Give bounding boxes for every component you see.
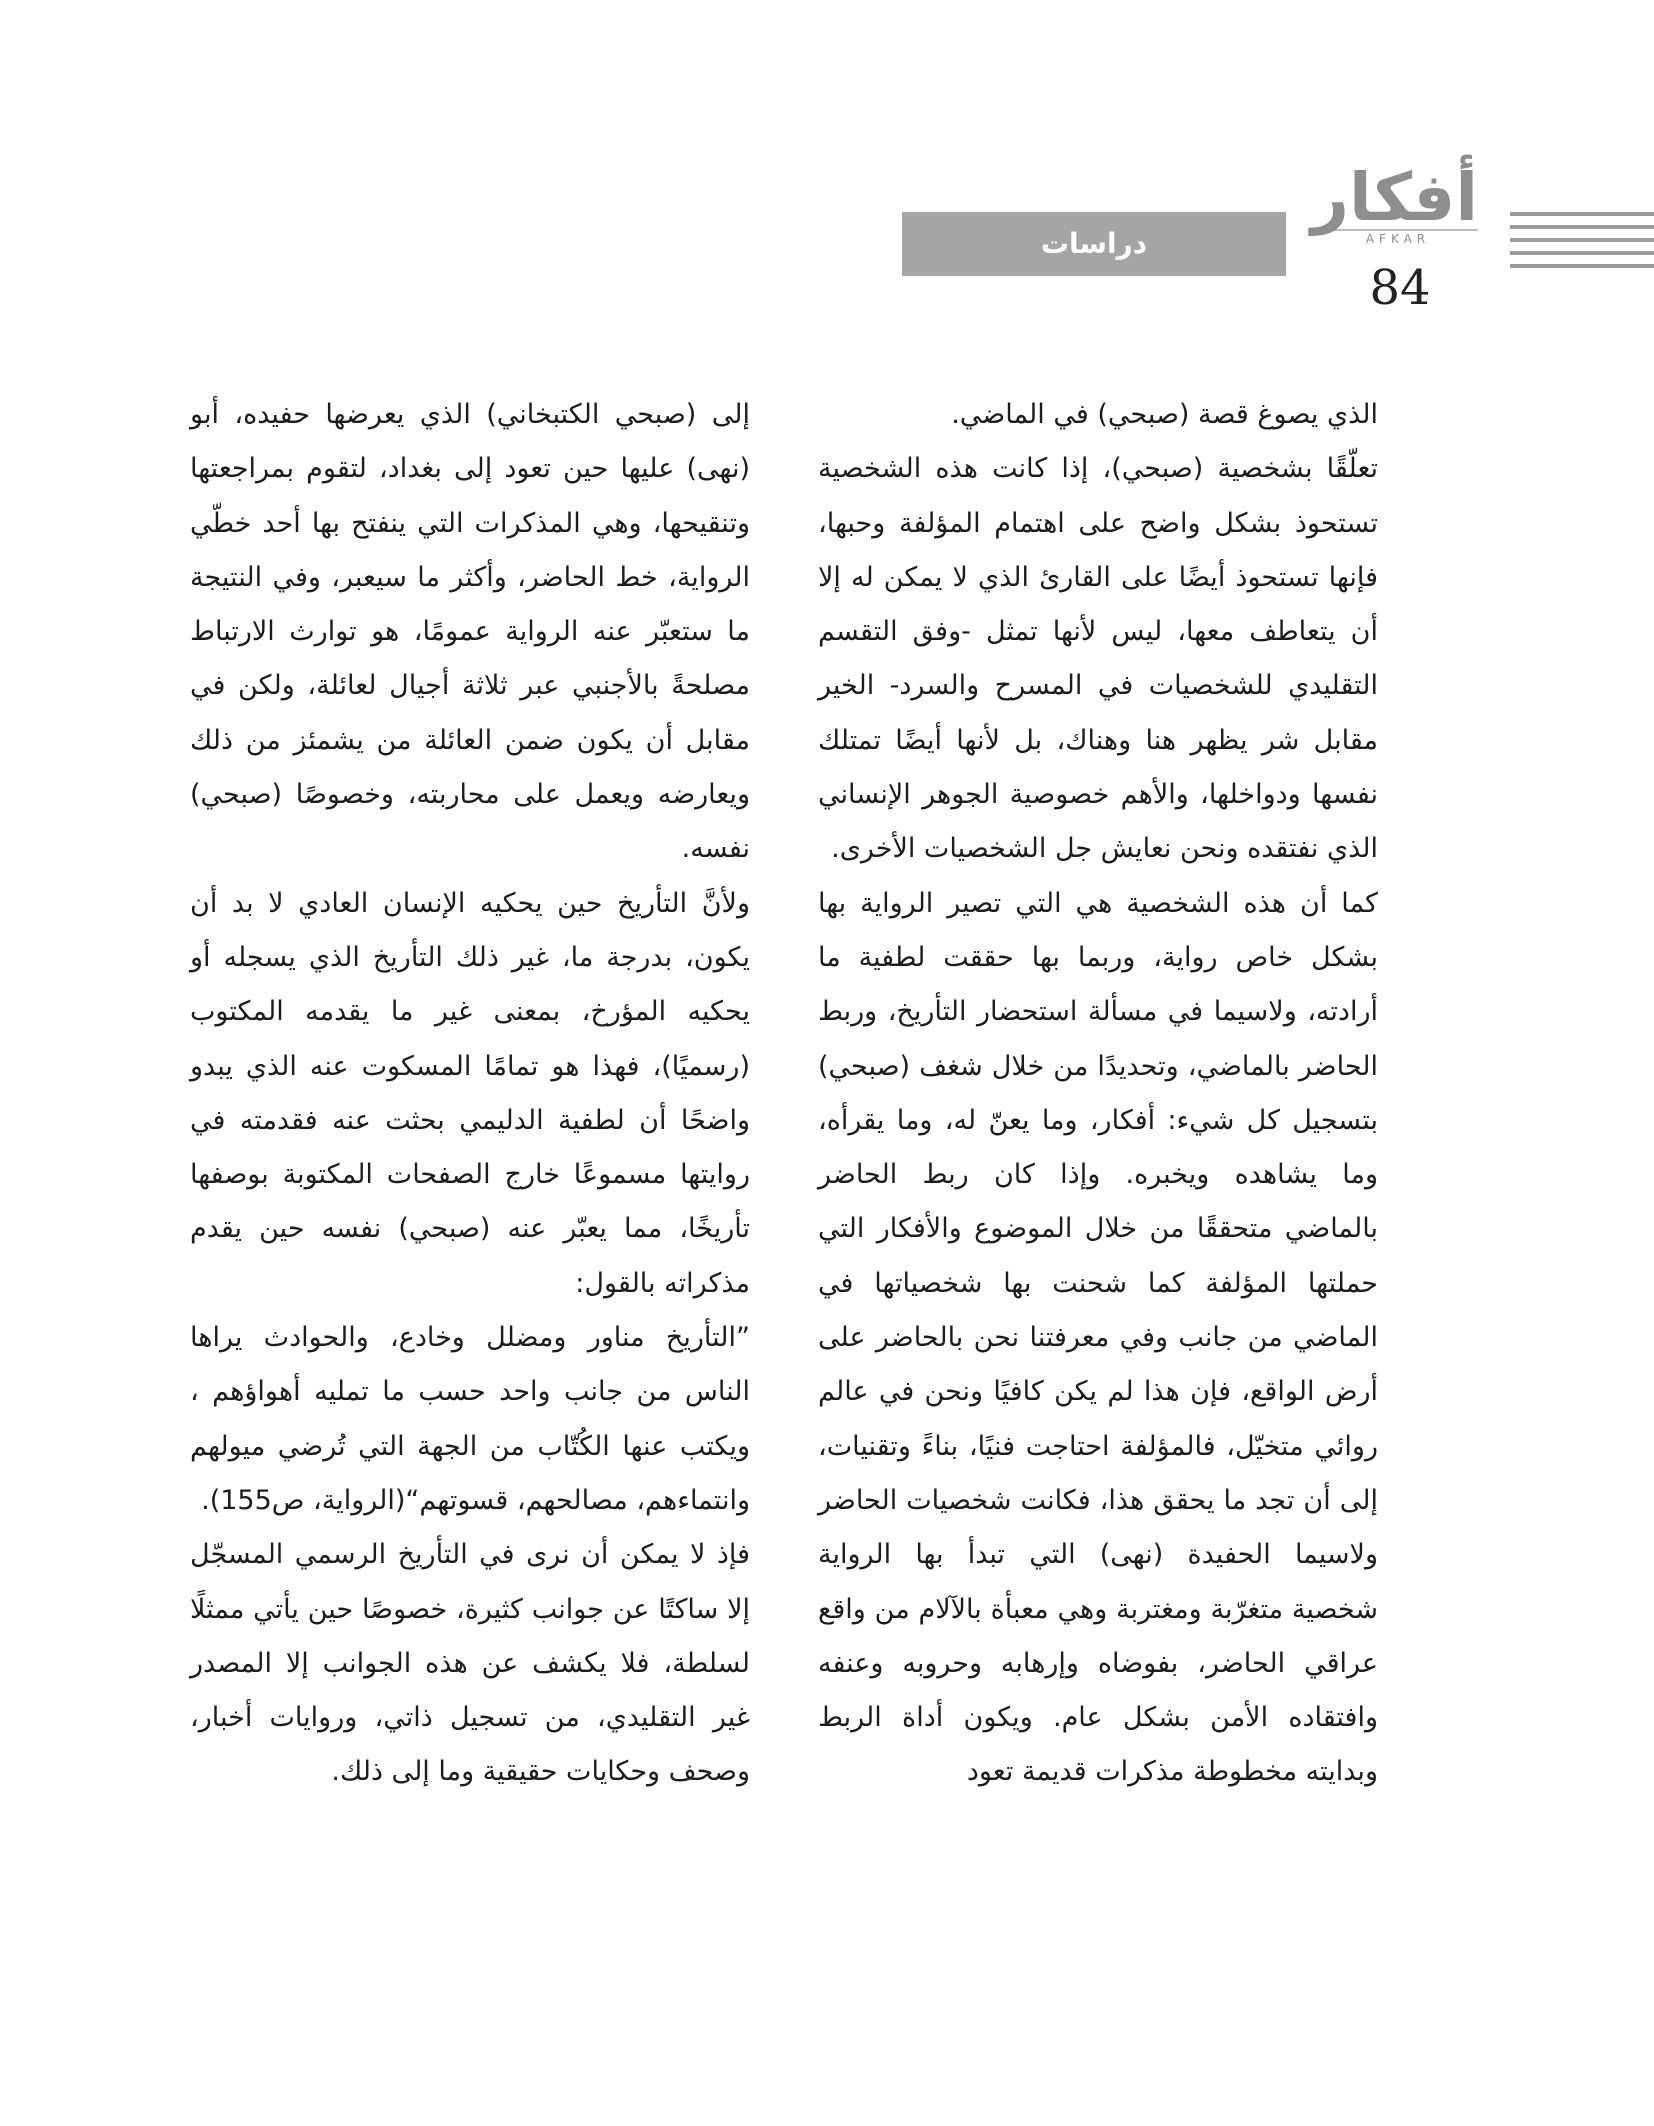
- header-stripes: [1510, 212, 1654, 277]
- text-column-right: [818, 388, 1378, 1800]
- logo-latin: AFKAR: [1318, 229, 1478, 246]
- paragraph: الذي يصوغ قصة (صبحي) في الماضي.: [951, 399, 1378, 430]
- magazine-logo: [1311, 159, 1478, 246]
- paragraph: كما أن هذه الشخصية هي التي تصير الرواية بها بشكل خاص رواية، وربما بها حققت لطفية ما أرادته، ولاسيما في مسألة استحضار التأريخ، وربط الحاضر بالماضي، وتحديدًا من خلال شغف (صبحي) بتسجيل كل شيء: أفكار، وما يعنّ له، وما يقرأه، وما يشاهده ويخبره. وإذا كان ربط الحاضر بالماضي متحققًا من خلال الموضوع والأفكار التي حملتها المؤلفة كما شحنت بها شخصياتها في الماضي من جانب وفي معرفتنا نحن بالحاضر على أرض الواقع، فإن هذا لم يكن كافيًا ونحن في عالم روائي متخيّل، فالمؤلفة احتاجت فنيًا، بناءً وتقنيات، إلى أن تجد ما يحقق هذا، فكانت شخصيات الحاضر ولاسيما الحفيدة (نهى) التي تبدأ بها الرواية شخصية متغرّبة ومغتربة وهي معبأة بالآلام من واقع عراقي الحاضر، بفوضاه وإرهابه وحروبه وعنفه وافتقاده الأمن بشكل عام. ويكون أداة الربط وبدايته مخطوطة مذكرات قديمة تعود: [818, 887, 1378, 1788]
- paragraph: تعلّقًا بشخصية (صبحي)، إذا كانت هذه الشخصية تستحوذ بشكل واضح على اهتمام المؤلفة وحبها، فإنها تستحوذ أيضًا على القارئ الذي لا يمكن له إلا أن يتعاطف معها، ليس لأنها تمثل -وفق التقسم التقليدي للشخصيات في المسرح والسرد- الخير مقابل شر يظهر هنا وهناك، بل لأنها أيضًا تمتلك نفسها ودواخلها، والأهم خصوصية الجوهر الإنساني الذي نفتقده ونحن نعايش جل الشخصيات الأخرى.: [818, 453, 1378, 865]
- paragraph: فإذ لا يمكن أن نرى في التأريخ الرسمي المسجّل إلا ساكتًا عن جوانب كثيرة، خصوصًا حين يأتي ممثلًا لسلطة، فلا يكشف عن هذه الجوانب إلا المصدر غير التقليدي، من تسجيل ذاتي، وروايات أخبار، وصحف وحكايات حقيقية وما إلى ذلك.: [190, 1539, 750, 1788]
- paragraph: إلى (صبحي الكتبخاني) الذي يعرضها حفيده، أبو (نهى) عليها حين تعود إلى بغداد، لتقوم بمراجعتها وتنقيحها، وهي المذكرات التي ينفتح بها أحد خطّي الرواية، خط الحاضر، وأكثر ما سيعبر، وفي النتيجة ما ستعبّر عنه الرواية عمومًا، هو توارث الارتباط مصلحةً بالأجنبي عبر ثلاثة أجيال لعائلة، ولكن في مقابل أن يكون ضمن العائلة من يشمئز من ذلك ويعارضه ويعمل على محاربته، وخصوصًا (صبحي) نفسه.: [190, 399, 750, 865]
- paragraph: ولأنَّ التأريخ حين يحكيه الإنسان العادي لا بد أن يكون، بدرجة ما، غير ذلك التأريخ الذي يسجله أو يحكيه المؤرخ، بمعنى غير ما يقدمه المكتوب (رسميًا)، فهذا هو تمامًا المسكوت عنه الذي يبدو واضحًا أن لطفية الدليمي بحثت عنه فقدمته في روايتها مسموعًا خارج الصفحات المكتوبة بوصفها تأريخًا، مما يعبّر عنه (صبحي) نفسه حين يقدم مذكراته بالقول:: [190, 887, 750, 1299]
- page-number: 84: [1369, 260, 1431, 316]
- quote-paragraph: ”التأريخ مناور ومضلل وخادع، والحوادث يراها الناس من جانب واحد حسب ما تمليه أهواؤهم ، ويكتب عنها الكُتّاب من الجهة التي تُرضي ميولهم وانتماءهم، مصالحهم، قسوتهم“(الرواية، ص155).: [190, 1322, 750, 1516]
- section-title: دراسات: [902, 212, 1286, 276]
- logo-arabic: أفكار: [1311, 159, 1478, 236]
- text-column-left: [190, 388, 750, 1800]
